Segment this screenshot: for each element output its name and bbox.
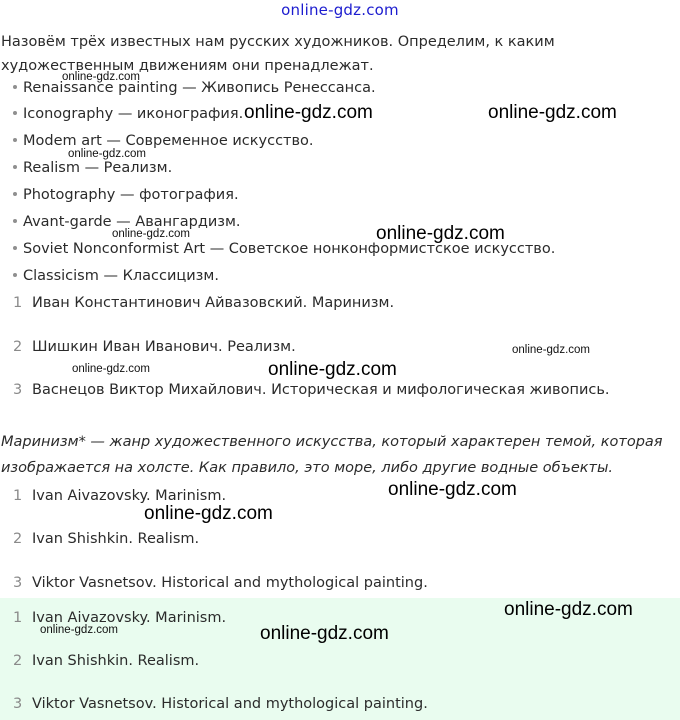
list-item: Soviet Nonconformist Art — Советское нонконформистское искусство. — [13, 239, 555, 259]
numbered-item: 1 Иван Константинович Айвазовский. Маринизм. — [13, 295, 395, 311]
watermark: online-gdz.com — [40, 624, 118, 636]
list-item: Modem art — Современное искусство. — [13, 131, 314, 151]
numbered-item: 3 Васнецов Виктор Михайлович. Историческая и мифологическая живопись. — [13, 382, 610, 398]
list-item: Iconography — иконография. — [13, 104, 243, 124]
list-item: Realism — Реализм. — [13, 158, 172, 178]
numbered-item: 1 Ivan Aivazovsky. Marinism. — [13, 610, 227, 626]
bullet-icon — [13, 246, 17, 250]
top-watermark: online-gdz.com — [281, 1, 399, 19]
watermark: online-gdz.com — [144, 503, 273, 524]
watermark: online-gdz.com — [244, 102, 373, 123]
bullet-icon — [13, 165, 17, 169]
definition-note: Маринизм* — жанр художественного искусства, который характерен темой, которая изображается на холсте. Как правило, это море, либо другие водные объекты. — [1, 434, 663, 476]
numbered-item: 2 Ivan Shishkin. Realism. — [13, 531, 200, 547]
watermark: online-gdz.com — [512, 344, 590, 356]
watermark: online-gdz.com — [376, 223, 505, 244]
list-item: Classicism — Классицизм. — [13, 266, 219, 286]
bullet-icon — [13, 85, 17, 89]
watermark: online-gdz.com — [268, 359, 397, 380]
watermark: online-gdz.com — [260, 623, 389, 644]
list-item: Avant-garde — Авангардизм. — [13, 212, 241, 232]
numbered-item: 2 Ivan Shishkin. Realism. — [13, 653, 200, 669]
numbered-item: 3 Viktor Vasnetsov. Historical and mythological painting. — [13, 696, 428, 712]
watermark: online-gdz.com — [62, 71, 140, 83]
watermark: online-gdz.com — [72, 363, 150, 375]
watermark: online-gdz.com — [488, 102, 617, 123]
watermark: online-gdz.com — [68, 148, 146, 160]
watermark: online-gdz.com — [388, 479, 517, 500]
intro-paragraph: Назовём трёх известных нам русских художников. Определим, к каким художественным движениям они пренадлежат. — [1, 34, 555, 74]
list-item: Photography — фотография. — [13, 185, 239, 205]
numbered-item: 2 Шишкин Иван Иванович. Реализм. — [13, 339, 296, 355]
bullet-icon — [13, 192, 17, 196]
numbered-item: 3 Viktor Vasnetsov. Historical and mythological painting. — [13, 575, 428, 591]
list-item: Renaissance painting — Живопись Ренессанса. — [13, 78, 376, 98]
watermark: online-gdz.com — [504, 599, 633, 620]
bullet-icon — [13, 111, 17, 115]
bullet-icon — [13, 138, 17, 142]
bullet-icon — [13, 273, 17, 277]
bullet-icon — [13, 219, 17, 223]
numbered-item: 1 Ivan Aivazovsky. Marinism. — [13, 488, 227, 504]
watermark: online-gdz.com — [112, 228, 190, 240]
